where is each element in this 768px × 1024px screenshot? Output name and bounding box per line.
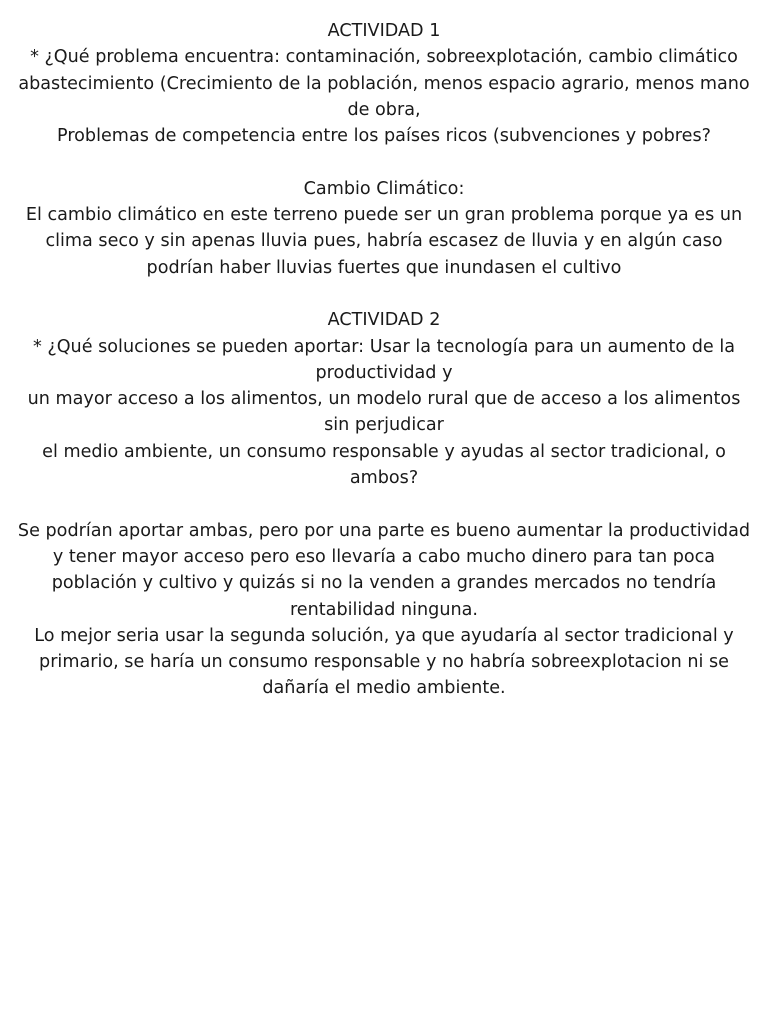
spacer: [14, 149, 754, 175]
activity-2-question-line: el medio ambiente, un consumo responsable y ayudas al sector tradicional, o ambos?: [42, 441, 726, 489]
activity-1-heading: ACTIVIDAD 1: [327, 21, 441, 41]
spacer: [14, 491, 754, 517]
spacer: [14, 281, 754, 307]
document-page: [0, 18, 768, 702]
activity-2-heading: ACTIVIDAD 2: [327, 310, 441, 331]
activity-1-question-line: Problemas de competencia entre los países ricos (subvenciones y pobres?: [57, 126, 711, 147]
activity-2-question-line: * ¿Qué soluciones se pueden aportar: Usar la tecnología para un aumento de la productividad y: [32, 336, 735, 383]
activity-2-question-line: un mayor acceso a los alimentos, un modelo rural que de acceso a los alimentos sin perjudicar: [27, 389, 741, 436]
climate-change-answer: El cambio climático en este terreno puede ser un gran problema porque ya es un clima seco y sin apenas lluvia pues, habría escasez de lluvia y en algún caso podrían haber lluvias fuertes que inundasen el cultivo: [25, 205, 743, 278]
climate-change-title: Cambio Climático:: [303, 178, 465, 199]
activity-1-question-line: * ¿Qué problema encuentra: contaminación, sobreexplotación, cambio climático: [30, 47, 738, 68]
activity-1-question: [14, 44, 754, 149]
activity-2-answer-paragraph: Se podrían aportar ambas, pero por una parte es bueno aumentar la productividad y tener mayor acceso pero eso llevaría a cabo mucho dinero para tan poca población y cultivo y quizás si no la venden a grandes mercados no tendría rentabilidad ninguna.: [17, 520, 751, 620]
activity-2-answer-paragraph: Lo mejor seria usar la segunda solución, ya que ayudaría al sector tradicional y primario, se haría un consumo responsable y no habría sobreexplotacion ni se dañaría el medio ambiente.: [34, 625, 734, 699]
activity-2-question: [14, 334, 754, 492]
activity-1-question-line: abastecimiento (Crecimiento de la población, menos espacio agrario, menos mano de obra,: [18, 73, 750, 120]
